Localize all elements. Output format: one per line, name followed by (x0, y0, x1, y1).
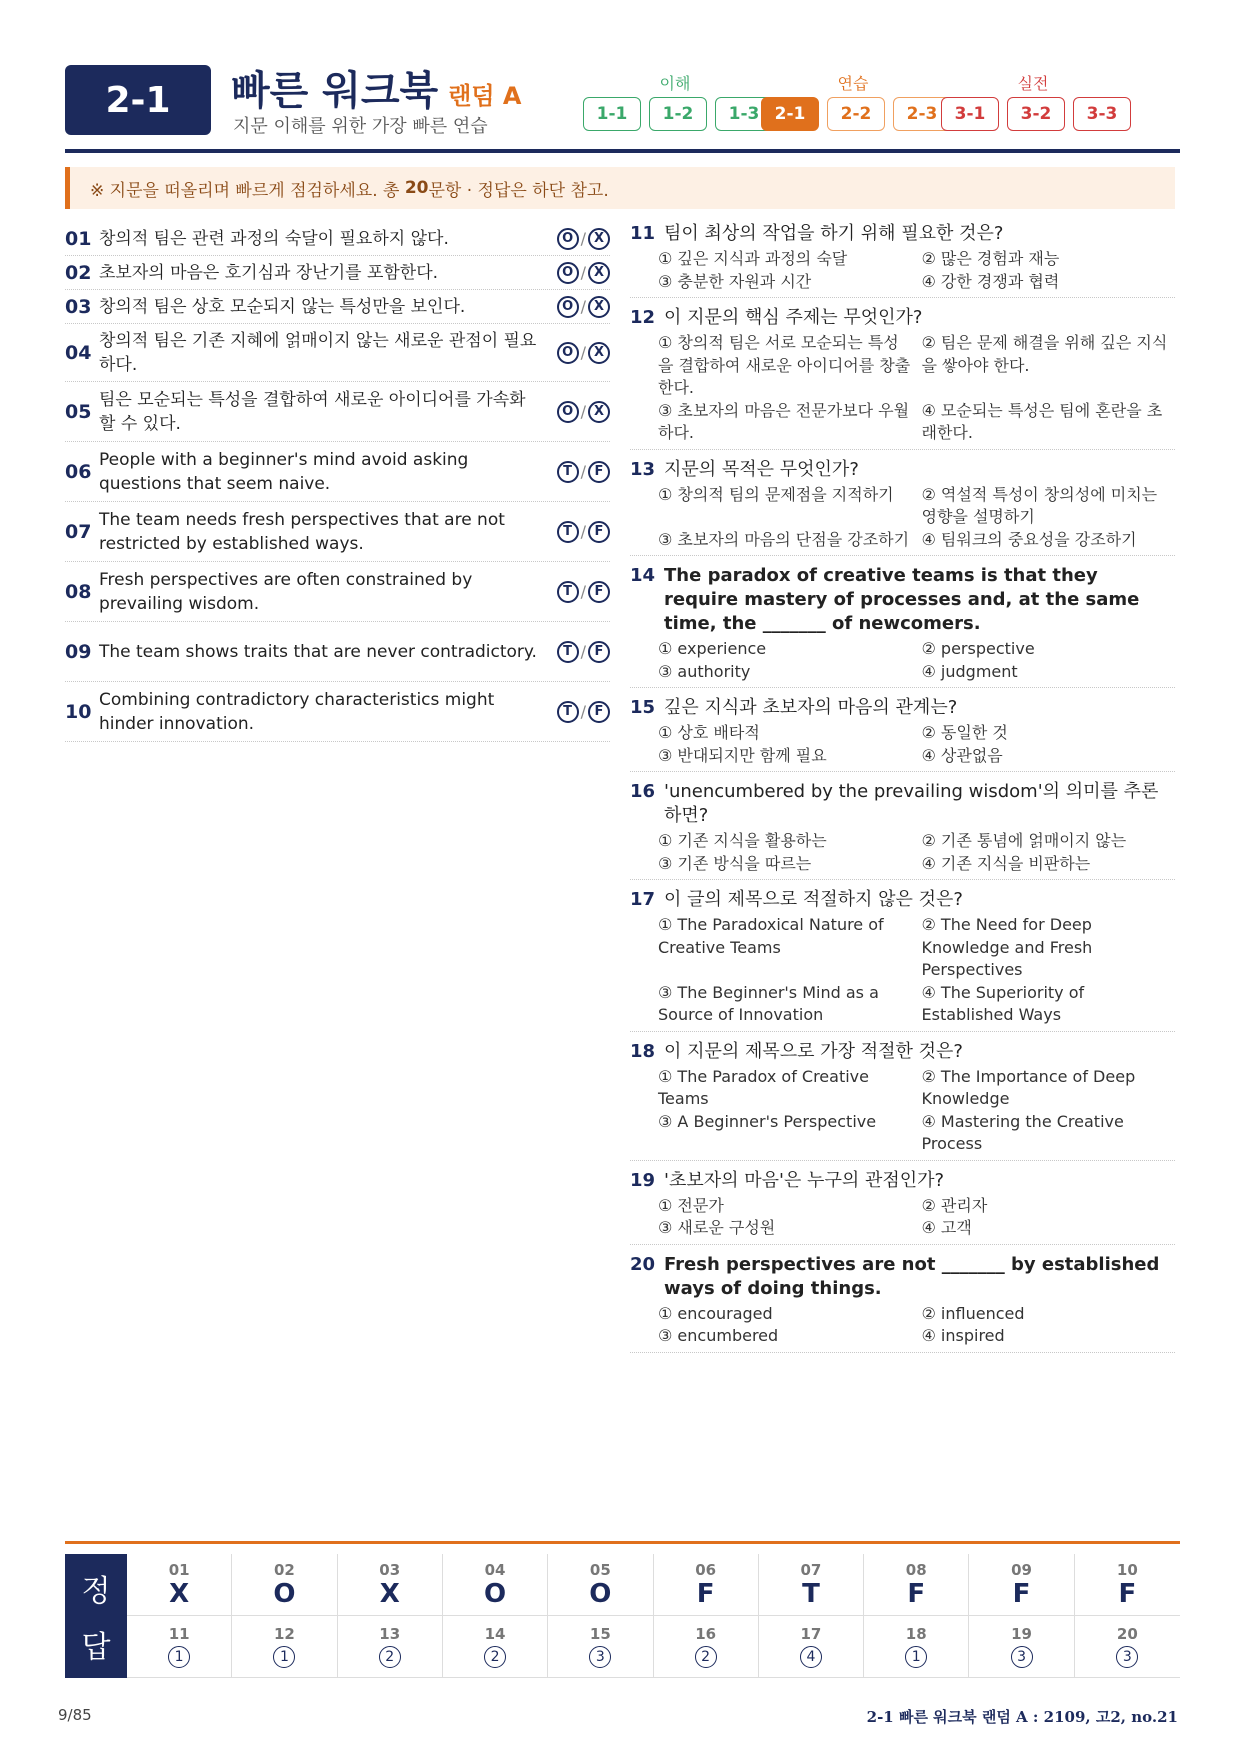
option-2[interactable]: ② influenced (921, 1303, 1025, 1323)
slash-separator: / (580, 462, 586, 481)
question-text: The paradox of creative teams is that they require mastery of processes and, at the same time, the _______ of newcomers. (664, 565, 1140, 634)
answer-value: O (273, 1578, 296, 1609)
option-2[interactable]: ② The Importance of Deep Knowledge (921, 1066, 1136, 1108)
answer-cell (232, 1616, 337, 1678)
option-2[interactable]: ② 많은 경험과 재능 (921, 249, 1060, 268)
answer-cell (443, 1554, 548, 1616)
option-3[interactable]: ③ 초보자의 마음의 단점을 강조하기 (658, 529, 910, 549)
answer-choice-icon: 3 (1011, 1646, 1033, 1668)
answer-choice-icon: 3 (1116, 1646, 1138, 1668)
mc-question (630, 1169, 1175, 1245)
question-number: 09 (65, 640, 92, 663)
mc-question (630, 1040, 1175, 1161)
slash-separator: / (580, 297, 586, 316)
answer-number: 07 (800, 1560, 822, 1579)
o-choice-icon[interactable]: O (557, 342, 579, 364)
answer-cell (127, 1554, 232, 1616)
option-3[interactable]: ③ A Beginner's Perspective (658, 1111, 877, 1131)
slash-separator: / (580, 343, 586, 362)
option-4[interactable]: ④ 강한 경쟁과 협력 (921, 271, 1060, 291)
question-number: 02 (65, 261, 92, 284)
tf-question (65, 256, 610, 290)
answer-cell (1075, 1554, 1180, 1616)
o-choice-icon[interactable]: O (557, 296, 579, 318)
answer-choice-icon: 1 (273, 1646, 295, 1668)
question-number: 18 (630, 1040, 656, 1062)
notice-count: 20 (404, 178, 429, 198)
question-number: 16 (630, 781, 656, 802)
question-text: 이 글의 제목으로 적절하지 않은 것은? (664, 889, 963, 910)
step-group-label: 이해 (659, 74, 691, 93)
step-2-3[interactable]: 2-3 (893, 97, 951, 131)
answer-number: 04 (484, 1560, 506, 1579)
option-3[interactable]: ③ 반대되지만 함께 필요 (658, 745, 827, 765)
answer-number: 12 (274, 1625, 295, 1643)
question-number: 11 (630, 223, 656, 244)
answer-value: F (907, 1578, 926, 1609)
page-title (231, 59, 521, 116)
slash-separator: / (580, 702, 586, 721)
mc-question (630, 306, 1175, 450)
step-2-2[interactable]: 2-2 (827, 97, 885, 131)
t-choice-icon[interactable]: T (557, 641, 579, 663)
option-4[interactable]: ④ 모순되는 특성은 팀에 혼란을 초래한다. (921, 400, 1163, 442)
answer-cell (654, 1616, 759, 1678)
slash-separator: / (580, 642, 586, 661)
slash-separator: / (580, 522, 586, 541)
option-4[interactable]: ④ 고객 (921, 1218, 972, 1237)
question-number: 17 (630, 889, 656, 910)
tf-question-list (65, 222, 610, 742)
unit-badge: 2-1 (65, 65, 211, 135)
question-text: 팀이 최상의 작업을 하기 위해 필요한 것은? (664, 223, 1004, 244)
answer-number: 11 (168, 1625, 190, 1643)
answer-cell (232, 1554, 337, 1616)
f-choice-icon[interactable]: F (588, 461, 610, 483)
question-number: 20 (630, 1253, 656, 1275)
o-choice-icon[interactable]: O (557, 228, 579, 250)
question-text: 깊은 지식과 초보자의 마음의 관계는? (664, 697, 958, 718)
option-2[interactable]: ② perspective (921, 639, 1035, 658)
o-choice-icon[interactable]: O (557, 401, 579, 423)
step-1-2[interactable]: 1-2 (649, 97, 707, 131)
answer-choice-icon: 2 (484, 1646, 506, 1668)
title-suffix: 랜덤 A (448, 82, 522, 110)
answer-label-top: 정 (81, 1574, 111, 1609)
answer-value: F (1012, 1578, 1031, 1609)
tf-question (65, 324, 610, 382)
step-2-1[interactable]: 2-1 (761, 97, 819, 131)
answer-cell (1075, 1616, 1180, 1678)
answer-value: F (1118, 1578, 1137, 1609)
answer-choice-icon: 4 (800, 1646, 822, 1668)
answer-label-bottom: 답 (81, 1630, 111, 1665)
answer-number: 17 (800, 1625, 822, 1643)
f-choice-icon[interactable]: F (588, 581, 610, 603)
page-header (65, 65, 1180, 153)
answer-number: 10 (1116, 1560, 1138, 1579)
question-number: 05 (65, 400, 92, 423)
answer-number: 05 (589, 1560, 611, 1579)
question-number: 07 (65, 520, 92, 543)
option-3[interactable]: ③ The Beginner's Mind as a Source of Innovation (658, 982, 879, 1024)
option-4[interactable]: ④ Mastering the Creative Process (921, 1111, 1124, 1153)
mc-question (630, 458, 1175, 557)
answer-cell (759, 1554, 864, 1616)
question-text: Fresh perspectives are not _______ by established ways of doing things. (664, 1253, 1160, 1299)
question-number: 01 (65, 227, 92, 250)
answer-cell (338, 1616, 443, 1678)
source-note: 2-1 빠른 워크북 랜덤 A : 2109, 고2, no.21 (866, 1708, 1178, 1726)
option-1[interactable]: ① The Paradox of Creative Teams (658, 1066, 869, 1108)
tf-question (65, 290, 610, 324)
question-number: 12 (630, 307, 656, 328)
answer-value: O (589, 1578, 612, 1609)
option-2[interactable]: ② 관리자 (921, 1195, 988, 1215)
option-3[interactable]: ③ 충분한 자원과 시간 (658, 271, 812, 291)
question-number: 04 (65, 341, 92, 364)
question-text: 'unencumbered by the prevailing wisdom'의 의미를 추론하면? (664, 781, 1159, 826)
question-text: 창의적 팀은 기존 지혜에 얽매이지 않는 새로운 관점이 필요하다. (99, 330, 537, 375)
answer-key-grid (127, 1554, 1180, 1678)
option-2[interactable]: ② 동일한 것 (921, 723, 1008, 742)
question-text: People with a beginner's mind avoid asking questions that seem naive. (99, 449, 469, 494)
answer-number: 19 (1011, 1625, 1032, 1643)
option-1[interactable]: ① 깊은 지식과 과정의 숙달 (658, 249, 848, 268)
option-3[interactable]: ③ 기존 방식을 따르는 (658, 853, 812, 873)
x-choice-icon[interactable]: X (588, 262, 610, 284)
answer-number: 01 (168, 1560, 190, 1579)
tf-question (65, 442, 610, 502)
step-1-1[interactable]: 1-1 (583, 97, 641, 131)
mc-question (630, 1253, 1175, 1353)
question-text: Combining contradictory characteristics might hinder innovation. (99, 689, 495, 734)
answer-number: 20 (1116, 1625, 1138, 1643)
answer-number: 02 (274, 1560, 295, 1579)
answer-cell (443, 1616, 548, 1678)
question-number: 10 (65, 700, 92, 723)
answer-value: F (696, 1578, 715, 1609)
question-text: Fresh perspectives are often constrained by prevailing wisdom. (99, 569, 473, 614)
slash-separator: / (580, 263, 586, 282)
t-choice-icon[interactable]: T (557, 521, 579, 543)
header-divider (65, 149, 1180, 153)
answer-cell (864, 1616, 969, 1678)
tf-question (65, 562, 610, 622)
notice-suffix: 문항 · 정답은 하단 참고. (428, 180, 609, 201)
mc-question-list (630, 222, 1175, 1361)
tf-question (65, 622, 610, 682)
answer-cell (864, 1554, 969, 1616)
o-choice-icon[interactable]: O (557, 262, 579, 284)
t-choice-icon[interactable]: T (557, 461, 579, 483)
slash-separator: / (580, 582, 586, 601)
answer-number: 18 (905, 1625, 927, 1643)
tf-question (65, 502, 610, 562)
option-3[interactable]: ③ 초보자의 마음은 전문가보다 우월하다. (658, 400, 910, 442)
option-4[interactable]: ④ 상관없음 (921, 745, 1003, 765)
question-text: 창의적 팀은 상호 모순되지 않는 특성만을 보인다. (99, 296, 466, 317)
answer-cell (548, 1554, 653, 1616)
step-1-3[interactable]: 1-3 (715, 97, 773, 131)
slash-separator: / (580, 229, 586, 248)
step-3-3[interactable]: 3-3 (1073, 97, 1131, 131)
step-group-label: 실전 (1017, 74, 1049, 93)
answer-number: 09 (1011, 1560, 1032, 1579)
f-choice-icon[interactable]: F (588, 521, 610, 543)
question-number: 15 (630, 697, 656, 718)
x-choice-icon[interactable]: X (588, 401, 610, 423)
question-text: 이 지문의 제목으로 가장 적절한 것은? (664, 1040, 963, 1062)
question-text: 팀은 모순되는 특성을 결합하여 새로운 아이디어를 가속화할 수 있다. (99, 389, 526, 434)
answer-value: O (483, 1578, 507, 1609)
answer-number: 13 (379, 1625, 401, 1643)
answer-choice-icon: 1 (905, 1646, 927, 1668)
option-1[interactable]: ① 기존 지식을 활용하는 (658, 831, 827, 850)
question-number: 03 (65, 295, 92, 318)
answer-value: X (379, 1578, 400, 1609)
slash-separator: / (580, 402, 586, 421)
tf-question (65, 682, 610, 742)
option-1[interactable]: ① 창의적 팀의 문제점을 지적하기 (658, 484, 894, 504)
answer-choice-icon: 3 (589, 1646, 611, 1668)
option-3[interactable]: ③ encumbered (658, 1326, 779, 1345)
answer-cell (654, 1554, 759, 1616)
question-text: 창의적 팀은 관련 과정의 숙달이 필요하지 않다. (99, 228, 449, 249)
answer-cell (127, 1616, 232, 1678)
option-3[interactable]: ③ authority (658, 661, 751, 681)
question-text: 이 지문의 핵심 주제는 무엇인가? (664, 307, 923, 328)
answer-number: 16 (695, 1625, 717, 1643)
option-4[interactable]: ④ judgment (921, 661, 1018, 681)
mc-question (630, 780, 1175, 880)
mc-question (630, 888, 1175, 1032)
option-1[interactable]: ① 전문가 (658, 1195, 724, 1215)
option-3[interactable]: ③ 새로운 구성원 (658, 1218, 776, 1237)
answer-cell (759, 1616, 864, 1678)
answer-cell (338, 1554, 443, 1616)
mc-question (630, 564, 1175, 688)
answer-divider (65, 1541, 1180, 1544)
answer-number: 15 (589, 1625, 611, 1643)
tf-question (65, 222, 610, 256)
f-choice-icon[interactable]: F (588, 701, 610, 723)
notice-prefix: ※ 지문을 떠올리며 빠르게 점검하세요. 총 (90, 180, 405, 201)
instruction-notice (65, 167, 1175, 209)
option-2[interactable]: ② The Need for Deep Knowledge and Fresh Perspectives (921, 915, 1093, 979)
answer-value: T (802, 1578, 820, 1609)
question-number: 13 (630, 458, 656, 480)
option-4[interactable]: ④ The Superiority of Established Ways (921, 982, 1085, 1024)
t-choice-icon[interactable]: T (557, 701, 579, 723)
answer-number: 03 (379, 1560, 401, 1579)
x-choice-icon[interactable]: X (588, 342, 610, 364)
question-text: 초보자의 마음은 호기심과 장난기를 포함한다. (99, 262, 439, 283)
option-2[interactable]: ② 기존 통념에 얽매이지 않는 (921, 831, 1127, 850)
step-group-label: 연습 (837, 74, 869, 93)
answer-value: X (169, 1578, 190, 1609)
option-4[interactable]: ④ 팀워크의 중요성을 강조하기 (921, 529, 1137, 549)
answer-number: 08 (905, 1560, 927, 1579)
option-2[interactable]: ② 팀은 문제 해결을 위해 깊은 지식을 쌓아야 한다. (921, 333, 1168, 375)
option-1[interactable]: ① encouraged (658, 1303, 773, 1323)
page-number: 9/85 (58, 1706, 92, 1724)
question-number: 19 (630, 1169, 656, 1191)
question-text: 지문의 목적은 무엇인가? (664, 458, 859, 480)
mc-question (630, 696, 1175, 772)
answer-choice-icon: 2 (695, 1646, 717, 1668)
answer-cell (969, 1554, 1074, 1616)
title-main: 빠른 워크북 (231, 68, 439, 114)
question-text: The team needs fresh perspectives that are not restricted by established ways. (99, 509, 505, 554)
page-subtitle: 지문 이해를 위한 가장 빠른 연습 (233, 116, 488, 137)
question-number: 14 (630, 565, 656, 586)
question-text: The team shows traits that are never contradictory. (99, 641, 537, 662)
t-choice-icon[interactable]: T (557, 581, 579, 603)
option-1[interactable]: ① 상호 배타적 (658, 723, 760, 742)
answer-cell (969, 1616, 1074, 1678)
tf-question (65, 382, 610, 442)
step-3-2[interactable]: 3-2 (1007, 97, 1065, 131)
answer-label (65, 1554, 127, 1678)
answer-choice-icon: 2 (379, 1646, 401, 1668)
x-choice-icon[interactable]: X (588, 228, 610, 250)
answer-number: 06 (695, 1560, 717, 1579)
step-3-1[interactable]: 3-1 (941, 97, 999, 131)
option-2[interactable]: ② 역설적 특성이 창의성에 미치는 영향을 설명하기 (921, 484, 1158, 526)
question-text: '초보자의 마음'은 누구의 관점인가? (664, 1169, 945, 1191)
f-choice-icon[interactable]: F (588, 641, 610, 663)
x-choice-icon[interactable]: X (588, 296, 610, 318)
mc-question (630, 222, 1175, 298)
answer-number: 14 (484, 1625, 506, 1643)
option-1[interactable]: ① The Paradoxical Nature of Creative Teams (658, 915, 884, 957)
option-1[interactable]: ① 창의적 팀은 서로 모순되는 특성을 결합하여 새로운 아이디어를 창출한다. (658, 333, 911, 397)
option-4[interactable]: ④ inspired (921, 1326, 1005, 1345)
question-number: 08 (65, 580, 92, 603)
option-4[interactable]: ④ 기존 지식을 비판하는 (921, 853, 1091, 873)
question-number: 06 (65, 460, 92, 483)
answer-choice-icon: 1 (168, 1646, 190, 1668)
answer-cell (548, 1616, 653, 1678)
option-1[interactable]: ① experience (658, 639, 767, 658)
